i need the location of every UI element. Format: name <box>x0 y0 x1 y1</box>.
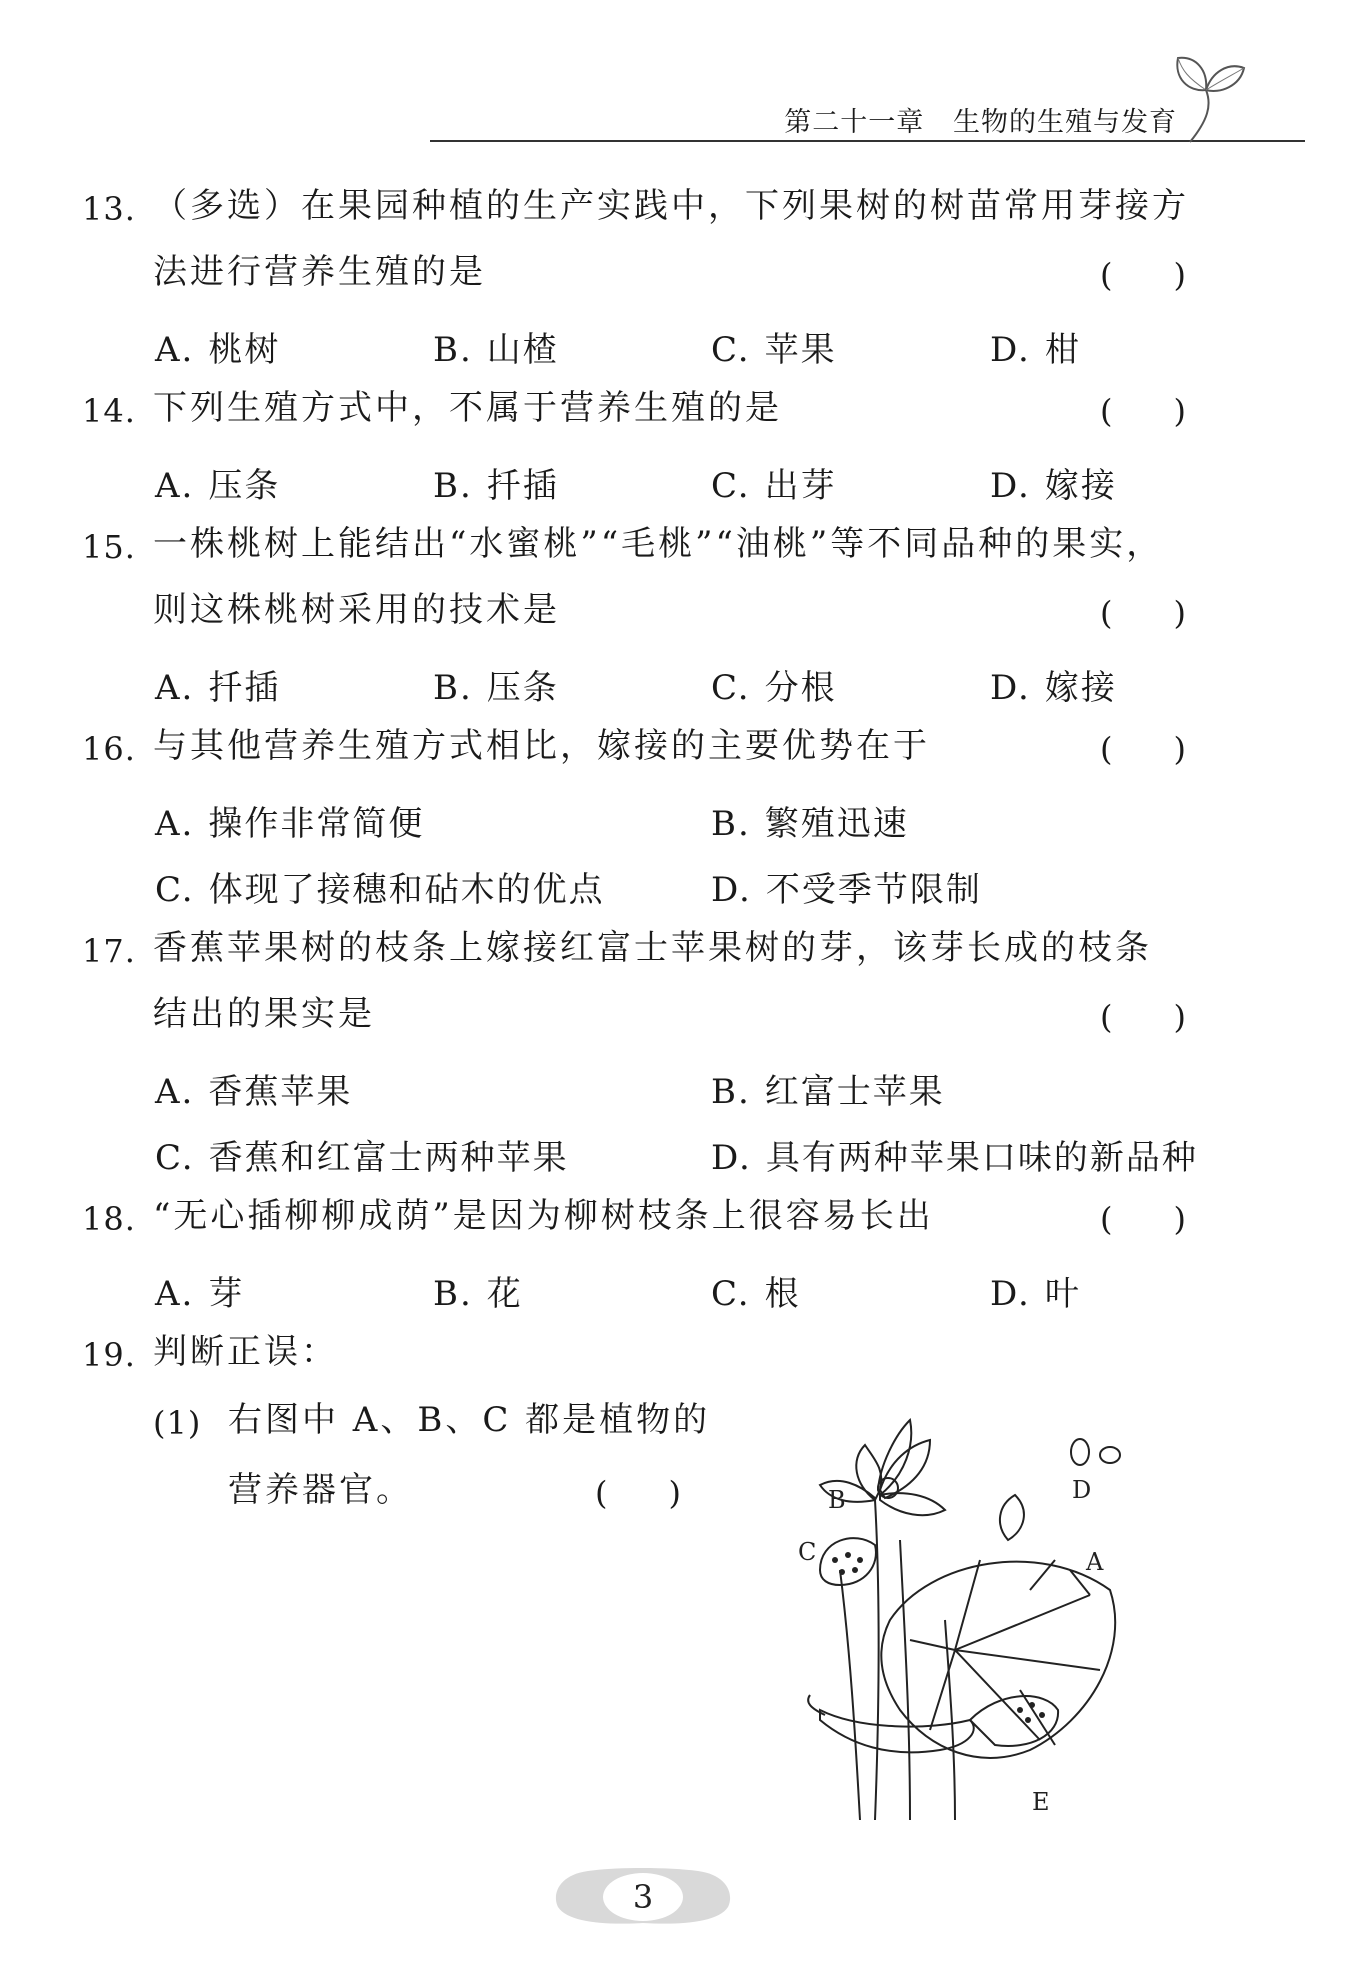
question-text: 判断正误： <box>153 1332 338 1372</box>
option-letter: C. <box>711 668 751 708</box>
option-text: 根 <box>764 1274 801 1314</box>
option-a <box>155 458 280 507</box>
option-a <box>155 660 280 709</box>
option-letter: B. <box>433 330 473 370</box>
option-text: 香蕉苹果 <box>208 1072 353 1112</box>
option-letter: C. <box>711 1274 751 1314</box>
answer-blank[interactable]: ( ) <box>1100 392 1186 430</box>
page-number: 3 <box>632 1878 654 1916</box>
sub-question-label: (1) <box>153 1404 202 1442</box>
question-number: 15. <box>82 528 136 566</box>
question-text: 一株桃树上能结出“水蜜桃”“毛桃”“油桃”等不同品种的果实， <box>153 524 1164 564</box>
option-b <box>433 660 559 709</box>
option-d <box>711 862 982 911</box>
option-letter: B. <box>433 466 473 506</box>
option-text: 扦插 <box>208 668 281 708</box>
option-d <box>990 322 1081 371</box>
label-c: C <box>798 1538 817 1566</box>
question-text: “无心插柳柳成荫”是因为柳树枝条上很容易长出 <box>153 1196 934 1236</box>
label-e: E <box>1032 1788 1050 1816</box>
option-c <box>155 1130 569 1179</box>
option-text: 柑 <box>1044 330 1081 370</box>
option-b <box>711 1064 945 1113</box>
option-d <box>990 1266 1081 1315</box>
option-d <box>990 660 1117 709</box>
option-d <box>990 458 1117 507</box>
answer-blank[interactable]: ( ) <box>1100 594 1186 632</box>
option-text: 花 <box>486 1274 523 1314</box>
option-letter: D. <box>990 466 1031 506</box>
option-letter: A. <box>155 1072 195 1112</box>
option-text: 压条 <box>486 668 559 708</box>
option-text: 不受季节限制 <box>765 870 982 910</box>
option-d <box>711 1130 1198 1179</box>
question-text: 结出的果实是 <box>153 994 375 1034</box>
question-text: 法进行营养生殖的是 <box>153 252 486 292</box>
answer-blank[interactable]: ( ) <box>1100 730 1186 768</box>
option-letter: D. <box>990 668 1031 708</box>
option-text: 桃树 <box>208 330 281 370</box>
sub-question-text: 右图中 A、B、C 都是植物的 <box>228 1400 711 1440</box>
option-letter: A. <box>155 466 195 506</box>
option-letter: B. <box>433 1274 473 1314</box>
option-text: 分根 <box>764 668 837 708</box>
option-text: 压条 <box>208 466 281 506</box>
question-number: 14. <box>82 392 136 430</box>
option-text: 嫁接 <box>1044 466 1117 506</box>
option-letter: A. <box>155 1274 195 1314</box>
option-text: 操作非常简便 <box>208 804 425 844</box>
answer-blank[interactable]: ( ) <box>1100 1200 1186 1238</box>
label-a: A <box>1086 1548 1104 1576</box>
option-letter: C. <box>711 466 751 506</box>
option-a <box>155 1064 352 1113</box>
option-text: 苹果 <box>764 330 837 370</box>
option-a <box>155 796 424 845</box>
option-letter: A. <box>155 804 195 844</box>
question-number: 16. <box>82 730 136 768</box>
option-text: 繁殖迅速 <box>764 804 909 844</box>
question-text: 与其他营养生殖方式相比，嫁接的主要优势在于 <box>153 726 930 766</box>
option-letter: B. <box>711 804 751 844</box>
option-b <box>711 796 909 845</box>
label-d: D <box>1072 1476 1092 1504</box>
option-letter: A. <box>155 668 195 708</box>
option-text: 嫁接 <box>1044 668 1117 708</box>
option-c <box>711 660 837 709</box>
option-text: 芽 <box>208 1274 245 1314</box>
question-text: （多选）在果园种植的生产实践中，下列果树的树苗常用芽接方 <box>153 186 1189 226</box>
option-letter: D. <box>990 330 1031 370</box>
option-c <box>711 458 837 507</box>
option-text: 具有两种苹果口味的新品种 <box>765 1138 1198 1178</box>
option-text: 山楂 <box>486 330 559 370</box>
question-number: 19. <box>82 1336 136 1374</box>
option-text: 扦插 <box>486 466 559 506</box>
chapter-title: 第二十一章 生物的生殖与发育 <box>784 107 1177 138</box>
option-text: 出芽 <box>764 466 837 506</box>
question-text: 则这株桃树采用的技术是 <box>153 590 560 630</box>
answer-blank[interactable]: ( ) <box>1100 256 1186 294</box>
answer-blank[interactable]: ( ) <box>1100 998 1186 1036</box>
option-a <box>155 322 280 371</box>
option-letter: B. <box>711 1072 751 1112</box>
sub-question-text: 营养器官。 <box>228 1470 413 1510</box>
option-c <box>155 862 605 911</box>
option-letter: C. <box>711 330 751 370</box>
question-text: 香蕉苹果树的枝条上嫁接红富士苹果树的芽，该芽长成的枝条 <box>153 928 1152 968</box>
question-number: 18. <box>82 1200 136 1238</box>
option-text: 叶 <box>1044 1274 1081 1314</box>
lotus-plant-figure <box>780 1390 1140 1830</box>
question-text: 下列生殖方式中，不属于营养生殖的是 <box>153 388 782 428</box>
page-number-badge <box>548 1865 738 1929</box>
option-text: 红富士苹果 <box>764 1072 945 1112</box>
option-b <box>433 322 559 371</box>
option-text: 香蕉和红富士两种苹果 <box>208 1138 569 1178</box>
label-b: B <box>828 1486 846 1514</box>
option-c <box>711 1266 801 1315</box>
option-letter: D. <box>990 1274 1031 1314</box>
sprout-icon <box>1168 50 1248 145</box>
option-letter: D. <box>711 1138 752 1178</box>
option-letter: A. <box>155 330 195 370</box>
option-c <box>711 322 837 371</box>
question-number: 13. <box>82 190 136 228</box>
option-text: 体现了接穗和砧木的优点 <box>208 870 605 910</box>
option-letter: C. <box>155 870 195 910</box>
option-b <box>433 1266 523 1315</box>
option-letter: D. <box>711 870 752 910</box>
option-letter: B. <box>433 668 473 708</box>
option-b <box>433 458 559 507</box>
question-number: 17. <box>82 932 136 970</box>
answer-blank[interactable]: ( ) <box>595 1474 681 1512</box>
option-a <box>155 1266 244 1315</box>
option-letter: C. <box>155 1138 195 1178</box>
